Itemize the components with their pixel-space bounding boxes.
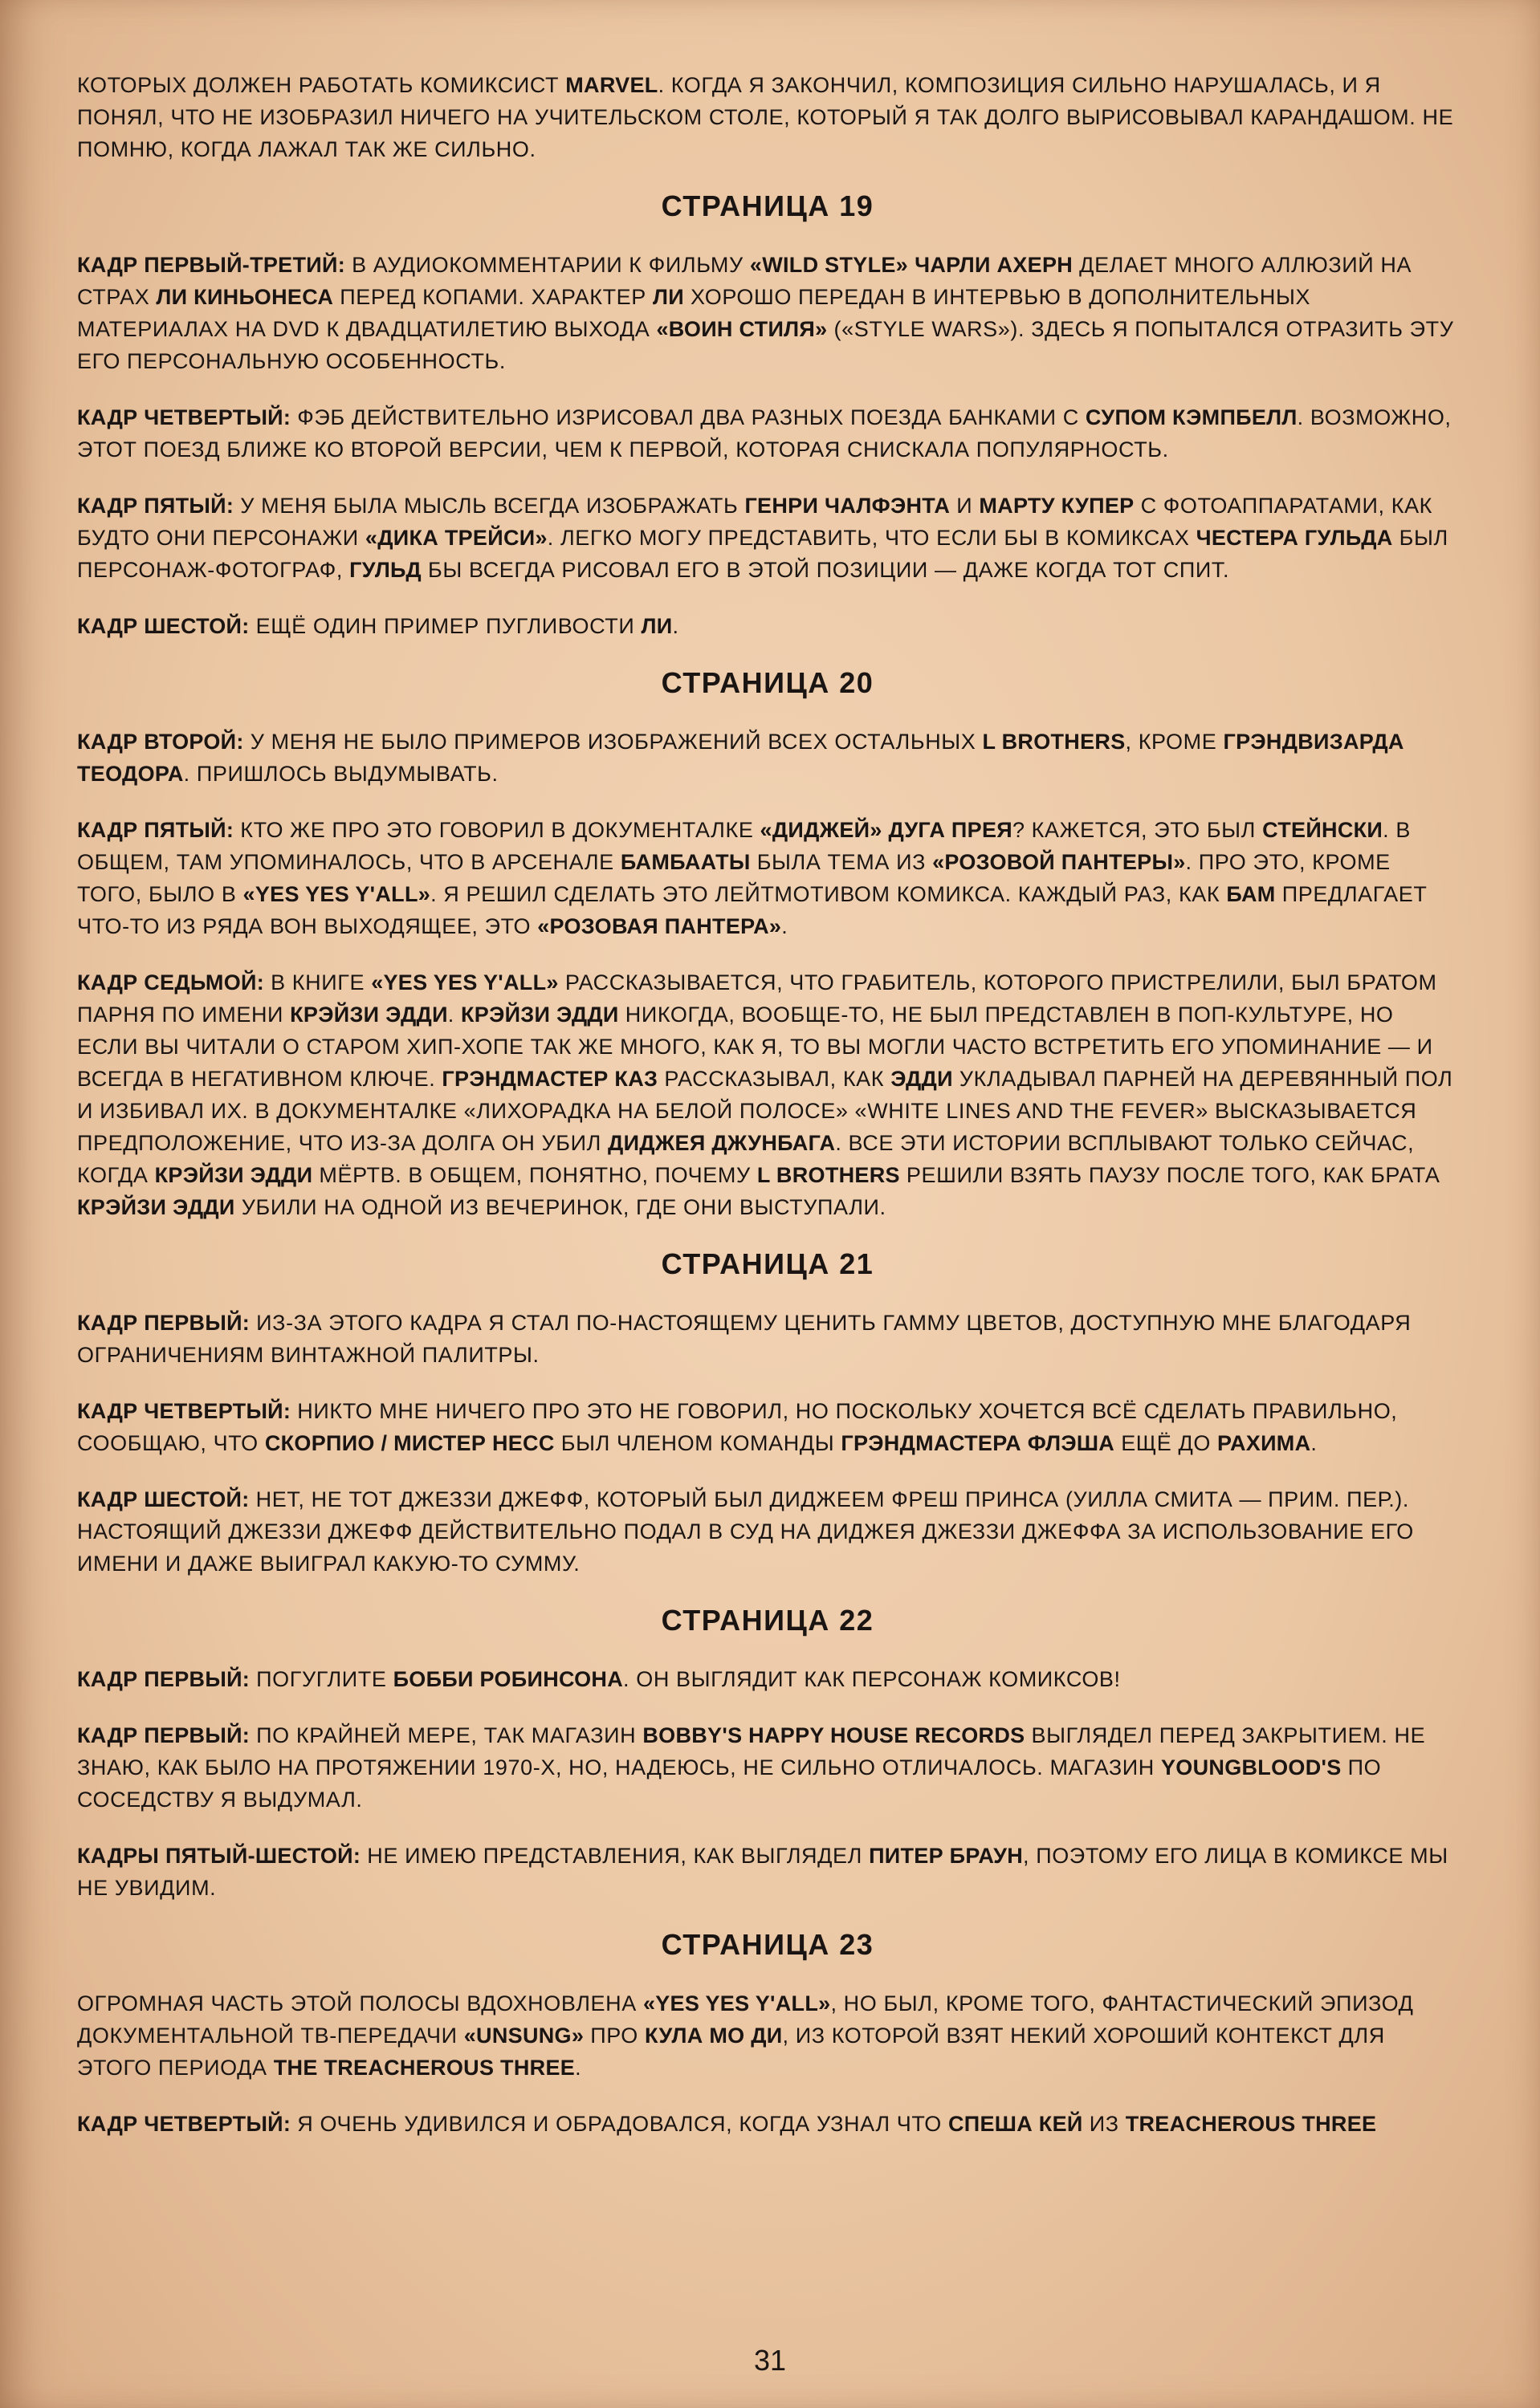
body-text: . [447,1003,461,1027]
emphasis-text: КУЛА МО ДИ [645,2024,783,2048]
emphasis-text: YOUNGBLOOD'S [1161,1755,1342,1780]
body-text: , КРОМЕ [1125,730,1224,754]
body-text: . [575,2056,582,2080]
emphasis-text: ГРЭНДВИЗАРДА ТЕОДОРА [77,730,1404,786]
body-text: ПРО [584,2024,645,2048]
body-text: БЫЛА ТЕМА ИЗ [750,850,933,874]
body-text: В АУДИОКОММЕНТАРИИ К ФИЛЬМУ [345,253,750,277]
emphasis-text: КАДР ЧЕТВЕРТЫЙ: [77,405,291,429]
emphasis-text: «РОЗОВАЯ ПАНТЕРА» [537,914,782,938]
emphasis-text: ЛИ [653,285,684,309]
emphasis-text: КРЭЙЗИ ЭДДИ [290,1003,448,1027]
section-heading: СТРАНИЦА 20 [661,666,874,699]
emphasis-text: КАДР ПЕРВЫЙ: [77,1311,251,1335]
body-text: . ПРИШЛОСЬ ВЫДУМЫВАТЬ. [183,762,499,786]
emphasis-text: ГРЭНДМАСТЕР КАЗ [442,1067,658,1091]
emphasis-text: БОББИ РОБИНСОНА [393,1667,624,1691]
emphasis-text: КРЭЙЗИ ЭДДИ [461,1003,619,1027]
body-text: , НО БЫЛ, КРОМЕ ТОГО, ФАНТАСТИЧЕСКИЙ ЭПИЗОД ДОКУМЕНТАЛЬНОЙ ТВ-ПЕРЕДАЧИ [77,1991,1414,2048]
emphasis-text: BOBBY'S HAPPY HOUSE RECORDS [642,1723,1025,1747]
body-text: БЫ ВСЕГДА РИСОВАЛ ЕГО В ЭТОЙ ПОЗИЦИИ — ДАЖЕ КОГДА ТОТ СПИТ. [421,558,1230,582]
commentary-paragraph [77,966,1458,1223]
emphasis-text: КАДР ШЕСТОЙ: [77,1487,250,1511]
section-heading: СТРАНИЦА 21 [661,1247,874,1280]
commentary-paragraph [77,1663,1458,1695]
emphasis-text: TREACHEROUS THREE [1125,2112,1377,2136]
emphasis-text: КАДР ЧЕТВЕРТЫЙ: [77,2112,291,2136]
body-text: («STYLE WARS»). ЗДЕСЬ Я ПОПЫТАЛСЯ ОТРАЗИТЬ ЭТУ ЕГО ПЕРСОНАЛЬНУЮ ОСОБЕННОСТЬ. [77,317,1454,373]
emphasis-text: БАМБААТЫ [620,850,751,874]
body-text: У МЕНЯ НЕ БЫЛО ПРИМЕРОВ ИЗОБРАЖЕНИЙ ВСЕХ ОСТАЛЬНЫХ [243,730,983,754]
body-text: . Я РЕШИЛ СДЕЛАТЬ ЭТО ЛЕЙТМОТИВОМ КОМИКСА. КАЖДЫЙ РАЗ, КАК [430,882,1227,906]
body-text: ПО КРАЙНЕЙ МЕРЕ, ТАК МАГАЗИН [250,1723,643,1747]
body-text: . КОГДА Я ЗАКОНЧИЛ, КОМПОЗИЦИЯ СИЛЬНО НАРУШАЛАСЬ, И Я ПОНЯЛ, ЧТО НЕ ИЗОБРАЗИЛ НИЧЕГО НА УЧИТЕЛЬСКОМ СТОЛЕ, КОТОРЫЙ Я ТАК ДОЛГО ВЫРИСОВЫВАЛ КАРАНДАШОМ. НЕ ПОМНЮ, КОГДА ЛАЖАЛ ТАК ЖЕ СИЛЬНО. [77,73,1454,161]
commentary-paragraph [77,1483,1458,1580]
emphasis-text: «WILD STYLE» [749,253,908,277]
body-text: ПО СОСЕДСТВУ Я ВЫДУМАЛ. [77,1755,1382,1812]
body-text: НИКОГДА, ВООБЩЕ-ТО, НЕ БЫЛ ПРЕДСТАВЛЕН В ПОП-КУЛЬТУРЕ, НО ЕСЛИ ВЫ ЧИТАЛИ О СТАРОМ ХИП-ХОПЕ ТАК ЖЕ МНОГО, КАК Я, ТО ВЫ МОГЛИ ЧАСТО ВСТРЕТИТЬ ЕГО УПОМИНАНИЕ — И ВСЕГДА В НЕГАТИВНОМ КЛЮЧЕ. [77,1003,1433,1091]
body-text: . [781,914,788,938]
emphasis-text: ЛИ КИНЬОНЕСА [156,285,334,309]
emphasis-text: ЧАРЛИ АХЕРН [915,253,1074,277]
body-text: . ПРО ЭТО, КРОМЕ ТОГО, БЫЛО В [77,850,1391,906]
body-text: РАССКАЗЫВАЕТСЯ, ЧТО ГРАБИТЕЛЬ, КОТОРОГО ПРИСТРЕЛИЛИ, БЫЛ БРАТОМ ПАРНЯ ПО ИМЕНИ [77,970,1437,1027]
body-text: КТО ЖЕ ПРО ЭТО ГОВОРИЛ В ДОКУМЕНТАЛКЕ [234,818,760,842]
commentary-paragraph [77,401,1458,466]
body-text: ХОРОШО ПЕРЕДАН В ИНТЕРВЬЮ В ДОПОЛНИТЕЛЬНЫХ МАТЕРИАЛАХ НА DVD К ДВАДЦАТИЛЕТИЮ ВЫХОДА [77,285,1311,341]
section-heading: СТРАНИЦА 19 [661,189,874,222]
emphasis-text: РАХИМА [1217,1431,1311,1455]
body-text: ОГРОМНАЯ ЧАСТЬ ЭТОЙ ПОЛОСЫ ВДОХНОВЛЕНА [77,1991,643,2015]
body-text: УБИЛИ НА ОДНОЙ ИЗ ВЕЧЕРИНОК, ГДЕ ОНИ ВЫСТУПАЛИ. [234,1195,886,1219]
body-text: ПЕРЕД КОПАМИ. ХАРАКТЕР [333,285,653,309]
emphasis-text: ГЕНРИ ЧАЛФЭНТА [744,494,951,518]
emphasis-text: ЭДДИ [890,1067,953,1091]
body-text: РАССКАЗЫВАЛ, КАК [658,1067,891,1091]
emphasis-text: L BROTHERS [982,730,1126,754]
emphasis-text: КАДР ПЯТЫЙ: [77,818,234,842]
body-text: ПОГУГЛИТЕ [250,1667,393,1691]
body-text: ? КАЖЕТСЯ, ЭТО БЫЛ [1012,818,1263,842]
body-text: ИЗ-ЗА ЭТОГО КАДРА Я СТАЛ ПО-НАСТОЯЩЕМУ ЦЕНИТЬ ГАММУ ЦВЕТОВ, ДОСТУПНУЮ МНЕ БЛАГОДАРЯ ОГРАНИЧЕНИЯМ ВИНТАЖНОЙ ПАЛИТРЫ. [77,1311,1412,1367]
commentary-paragraph [77,2108,1458,2140]
body-text: У МЕНЯ БЫЛА МЫСЛЬ ВСЕГДА ИЗОБРАЖАТЬ [234,494,745,518]
body-text: РЕШИЛИ ВЗЯТЬ ПАУЗУ ПОСЛЕ ТОГО, КАК БРАТА [899,1163,1440,1187]
commentary-paragraph [77,1307,1458,1371]
body-text: КОТОРЫХ ДОЛЖЕН РАБОТАТЬ КОМИКСИСТ [77,73,566,97]
body-text: . ОН ВЫГЛЯДИТ КАК ПЕРСОНАЖ КОМИКСОВ! [623,1667,1121,1691]
emphasis-text: THE TREACHEROUS THREE [273,2056,576,2080]
commentary-paragraph [77,1840,1458,1904]
body-text: . ВОЗМОЖНО, ЭТОТ ПОЕЗД БЛИЖЕ КО ВТОРОЙ ВЕРСИИ, ЧЕМ К ПЕРВОЙ, КОТОРАЯ СНИСКАЛА ПОПУЛЯРНОСТЬ. [77,405,1452,462]
body-text: , ИЗ КОТОРОЙ ВЗЯТ НЕКИЙ ХОРОШИЙ КОНТЕКСТ ДЛЯ ЭТОГО ПЕРИОДА [77,2024,1385,2080]
emphasis-text: КАДР ПЕРВЫЙ: [77,1667,251,1691]
emphasis-text: БАМ [1226,882,1276,906]
body-text: МЁРТВ. В ОБЩЕМ, ПОНЯТНО, ПОЧЕМУ [312,1163,757,1187]
emphasis-text: «YES YES Y'ALL» [371,970,559,995]
emphasis-text: МАРТУ КУПЕР [979,494,1135,518]
emphasis-text: КАДР ПЯТЫЙ: [77,494,234,518]
body-text: БЫЛ ЧЛЕНОМ КОМАНДЫ [554,1431,841,1455]
emphasis-text: «ВОИН СТИЛЯ» [656,317,828,341]
body-text: ФЭБ ДЕЙСТВИТЕЛЬНО ИЗРИСОВАЛ ДВА РАЗНЫХ ПОЕЗДА БАНКАМИ С [291,405,1086,429]
commentary-paragraph [77,490,1458,586]
body-text: . [1310,1431,1318,1455]
commentary-paragraph [77,814,1458,942]
body-text: И [950,494,980,518]
emphasis-text: ДИДЖЕЯ ДЖУНБАГА [608,1131,836,1155]
body-text: , ПОЭТОМУ ЕГО ЛИЦА В КОМИКСЕ МЫ НЕ УВИДИМ. [77,1844,1448,1900]
commentary-paragraph [77,610,1458,642]
body-text: В КНИГЕ [264,970,372,995]
emphasis-text: ЧЕСТЕРА ГУЛЬДА [1196,526,1393,550]
body-text: . [672,614,679,638]
body-text: ВЫГЛЯДЕЛ ПЕРЕД ЗАКРЫТИЕМ. НЕ ЗНАЮ, КАК БЫЛО НА ПРОТЯЖЕНИИ 1970-Х, НО, НАДЕЮСЬ, НЕ СИЛЬНО ОТЛИЧАЛОСЬ. МАГАЗИН [77,1723,1426,1780]
emphasis-text: «РОЗОВОЙ ПАНТЕРЫ» [932,850,1186,874]
emphasis-text: «UNSUNG» [463,2024,585,2048]
page-content [77,69,1458,2164]
body-text: . В ОБЩЕМ, ТАМ УПОМИНАЛОСЬ, ЧТО В АРСЕНАЛЕ [77,818,1411,874]
emphasis-text: СКОРПИО / МИСТЕР НЕСС [264,1431,555,1455]
body-text: УКЛАДЫВАЛ ПАРНЕЙ НА ДЕРЕВЯННЫЙ ПОЛ И ИЗБИВАЛ ИХ. В ДОКУМЕНТАЛКЕ «ЛИХОРАДКА НА БЕЛОЙ ПОЛОСЕ» «WHITE LINES AND THE FEVER» ВЫСКАЗЫВАЕТСЯ ПРЕДПОЛОЖЕНИЕ, ЧТО ИЗ-ЗА ДОЛГА ОН УБИЛ [77,1067,1453,1155]
body-text: ПРЕДЛАГАЕТ ЧТО-ТО ИЗ РЯДА ВОН ВЫХОДЯЩЕЕ, ЭТО [77,882,1428,938]
emphasis-text: L BROTHERS [756,1163,900,1187]
body-text: НЕТ, НЕ ТОТ ДЖЕЗЗИ ДЖЕФФ, КОТОРЫЙ БЫЛ ДИДЖЕЕМ ФРЕШ ПРИНСА (УИЛЛА СМИТА — ПРИМ. ПЕР.). НАСТОЯЩИЙ ДЖЕЗЗИ ДЖЕФФ ДЕЙСТВИТЕЛЬНО ПОДАЛ В СУД НА ДИДЖЕЯ ДЖЕЗЗИ ДЖЕФФА ЗА ИСПОЛЬЗОВАНИЕ ЕГО ИМЕНИ И ДАЖЕ ВЫИГРАЛ КАКУЮ-ТО СУММУ. [77,1487,1414,1576]
emphasis-text: КАДР ПЕРВЫЙ-ТРЕТИЙ: [77,253,345,277]
emphasis-text: ПИТЕР БРАУН [869,1844,1023,1868]
section-heading: СТРАНИЦА 22 [661,1604,874,1637]
emphasis-text: СТЕЙНСКИ [1262,818,1383,842]
emphasis-text: КАДР ШЕСТОЙ: [77,614,250,638]
emphasis-text: СПЕША КЕЙ [947,2112,1083,2136]
emphasis-text: ГРЭНДМАСТЕРА ФЛЭША [841,1431,1115,1455]
body-text: НИКТО МНЕ НИЧЕГО ПРО ЭТО НЕ ГОВОРИЛ, НО ПОСКОЛЬКУ ХОЧЕТСЯ ВСЁ СДЕЛАТЬ ПРАВИЛЬНО, СООБЩАЮ, ЧТО [77,1399,1398,1455]
emphasis-text: ЛИ [641,614,673,638]
body-text [908,253,915,277]
emphasis-text: MARVEL [565,73,658,97]
emphasis-text: ГУЛЬД [349,558,422,582]
body-text: НЕ ИМЕЮ ПРЕДСТАВЛЕНИЯ, КАК ВЫГЛЯДЕЛ [361,1844,870,1868]
commentary-paragraph [77,69,1458,165]
emphasis-text: «ДИДЖЕЙ» ДУГА ПРЕЯ [760,818,1012,842]
emphasis-text: «YES YES Y'ALL» [642,1991,831,2015]
commentary-paragraph [77,1395,1458,1459]
emphasis-text: КАДР ЧЕТВЕРТЫЙ: [77,1399,291,1423]
emphasis-text: КАДРЫ ПЯТЫЙ-ШЕСТОЙ: [77,1844,361,1868]
section-heading: СТРАНИЦА 23 [661,1928,874,1961]
emphasis-text: КРЭЙЗИ ЭДДИ [154,1163,313,1187]
body-text: Я ОЧЕНЬ УДИВИЛСЯ И ОБРАДОВАЛСЯ, КОГДА УЗНАЛ ЧТО [291,2112,948,2136]
emphasis-text: «YES YES Y'ALL» [242,882,431,906]
commentary-paragraph [77,1719,1458,1816]
commentary-paragraph [77,726,1458,790]
body-text: С ФОТОАППАРАТАМИ, КАК БУДТО ОНИ ПЕРСОНАЖИ [77,494,1433,550]
emphasis-text: КАДР ВТОРОЙ: [77,730,244,754]
page-number: 31 [753,2344,787,2377]
body-text: ДЕЛАЕТ МНОГО АЛЛЮЗИЙ НА СТРАХ [77,253,1412,309]
body-text: . ЛЕГКО МОГУ ПРЕДСТАВИТЬ, ЧТО ЕСЛИ БЫ В КОМИКСАХ [547,526,1196,550]
emphasis-text: КРЭЙЗИ ЭДДИ [77,1195,235,1219]
commentary-paragraph [77,1987,1458,2084]
body-text: . ВСЕ ЭТИ ИСТОРИИ ВСПЛЫВАЮТ ТОЛЬКО СЕЙЧАС, КОГДА [77,1131,1415,1187]
commentary-paragraph [77,249,1458,377]
emphasis-text: СУПОМ КЭМПБЕЛЛ [1085,405,1298,429]
body-text: ЕЩЁ ОДИН ПРИМЕР ПУГЛИВОСТИ [249,614,642,638]
body-text: ИЗ [1082,2112,1126,2136]
emphasis-text: КАДР ПЕРВЫЙ: [77,1723,251,1747]
emphasis-text: «ДИКА ТРЕЙСИ» [365,526,548,550]
body-text: БЫЛ ПЕРСОНАЖ-ФОТОГРАФ, [77,526,1448,582]
body-text: ЕЩЁ ДО [1114,1431,1218,1455]
emphasis-text: КАДР СЕДЬМОЙ: [77,970,264,995]
